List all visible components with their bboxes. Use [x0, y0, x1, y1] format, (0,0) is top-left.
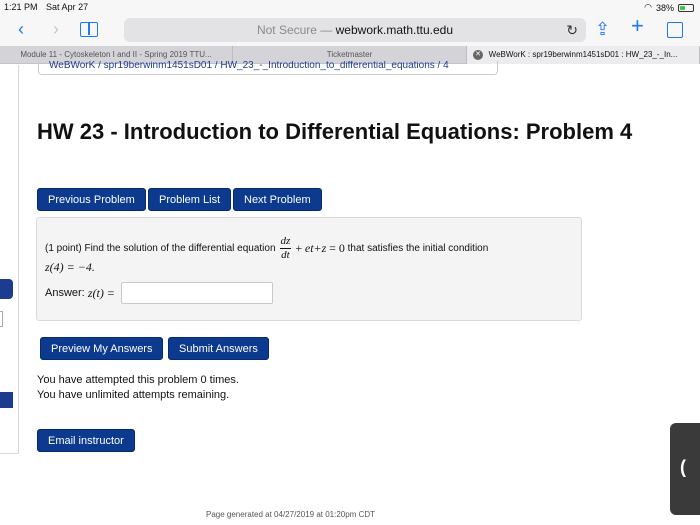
- wifi-icon: ◠: [644, 2, 652, 12]
- exp-base: e: [304, 241, 311, 255]
- problem-list-button[interactable]: Problem List: [148, 188, 231, 211]
- forward-icon[interactable]: ›: [53, 19, 59, 39]
- side-panel-handle[interactable]: [670, 423, 700, 515]
- problem-text: (1 point) Find the solution of the differential equation: [45, 243, 276, 254]
- bookmarks-icon[interactable]: [80, 22, 98, 37]
- tabs-overview-icon[interactable]: [667, 22, 683, 38]
- status-time: 1:21 PM: [4, 2, 38, 12]
- status-bar: [0, 0, 700, 14]
- address-security: Not Secure —: [256, 23, 336, 37]
- reload-icon[interactable]: ↻: [566, 22, 578, 38]
- battery-fill: [680, 6, 685, 10]
- sidebar-collapsed-button[interactable]: [0, 279, 13, 299]
- tab-label: Module 11 - Cytoskeleton I and II - Spring 2019 TTU...: [20, 50, 212, 59]
- problem-box: [36, 217, 582, 321]
- answer-variable: z(t) =: [87, 285, 115, 300]
- fraction-denominator: dt: [281, 249, 290, 261]
- exp-power: t+z: [310, 241, 327, 255]
- sidebar-collapsed-input[interactable]: [0, 311, 3, 327]
- battery-percent: 38%: [655, 2, 674, 13]
- handle-icon: (: [680, 457, 686, 477]
- answer-label: Answer:: [45, 287, 85, 299]
- webpage: [0, 61, 700, 525]
- equation-rest: = 0: [329, 241, 345, 255]
- derivative-fraction: [280, 236, 292, 261]
- new-tab-icon[interactable]: +: [631, 13, 644, 38]
- battery-icon: [678, 4, 694, 12]
- condition-text: that satisfies the initial condition: [347, 243, 489, 254]
- share-icon[interactable]: ⇪: [595, 19, 611, 39]
- close-icon[interactable]: ✕: [473, 50, 483, 60]
- breadcrumb[interactable]: WeBWorK / spr19berwinm1451sD01 / HW_23_-_Introduction_to_differential_equations / 4: [38, 61, 498, 75]
- page-footer: Page generated at 04/27/2019 at 01:20pm CDT: [206, 510, 376, 519]
- tab-label: WeBWorK : spr19berwinm1451sD01 : HW_23_-_In...: [488, 50, 678, 59]
- status-left: [4, 2, 94, 12]
- attempts-remaining: You have unlimited attempts remaining.: [37, 389, 230, 401]
- sidebar-collapsed-button-2[interactable]: [0, 392, 13, 408]
- tab-webwork[interactable]: [467, 46, 700, 64]
- preview-answers-button[interactable]: Preview My Answers: [40, 337, 163, 360]
- address-domain: webwork.math.ttu.edu: [335, 23, 454, 37]
- status-right: [644, 2, 694, 13]
- submit-answers-button[interactable]: Submit Answers: [168, 337, 269, 360]
- status-date: Sat Apr 27: [46, 2, 89, 12]
- answer-row: [45, 282, 273, 304]
- back-icon[interactable]: ‹: [18, 19, 24, 39]
- page-title: HW 23 - Introduction to Differential Equations: Problem 4: [37, 119, 633, 144]
- email-instructor-button[interactable]: Email instructor: [37, 429, 135, 452]
- equation-plus: +: [295, 241, 303, 255]
- initial-condition: z(4) = −4.: [45, 260, 95, 274]
- tab-label: Ticketmaster: [326, 50, 373, 59]
- address-bar[interactable]: [124, 18, 586, 42]
- sidebar-divider: [18, 65, 19, 453]
- fraction-numerator: dz: [280, 235, 291, 247]
- answer-input[interactable]: [121, 282, 273, 304]
- sidebar-divider-bottom: [0, 453, 19, 454]
- attempts-info: [37, 373, 239, 403]
- problem-statement: [45, 236, 488, 261]
- previous-problem-button[interactable]: Previous Problem: [37, 188, 146, 211]
- attempts-count: You have attempted this problem 0 times.: [37, 374, 239, 386]
- next-problem-button[interactable]: Next Problem: [233, 188, 322, 211]
- browser-toolbar: [0, 14, 700, 46]
